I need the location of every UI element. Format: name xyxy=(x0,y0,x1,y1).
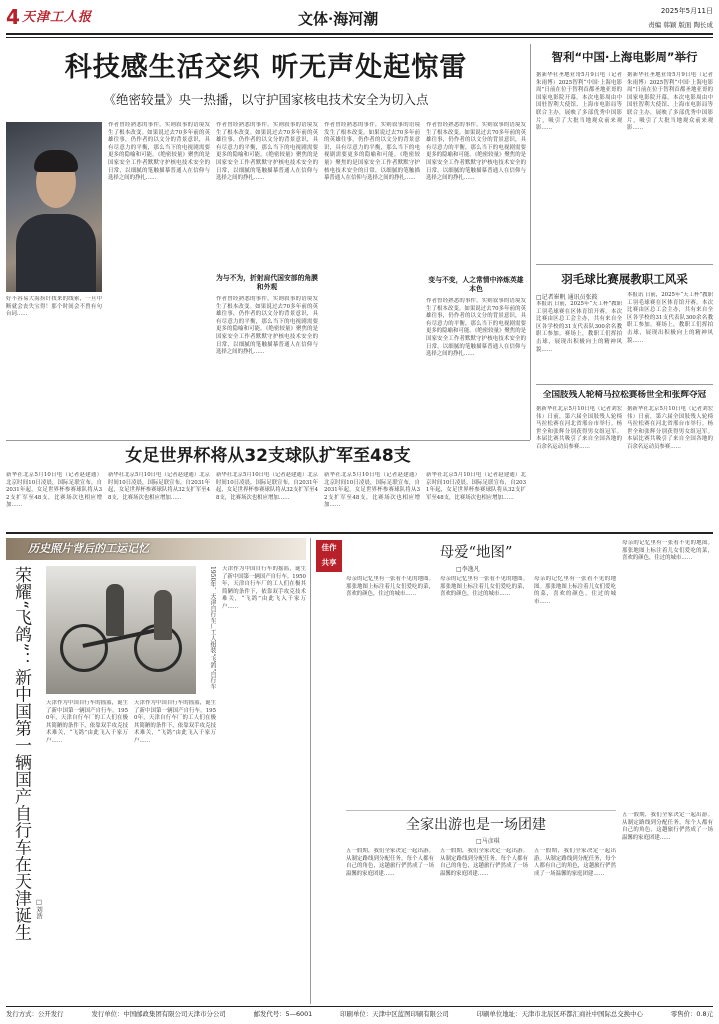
middle-body-col5: 新华社北京5月10日电（记者赵建通）北京时间10日凌晨，国际足联宣布，自2031年起，女足世界杯参赛球队将从32支扩军至48支，比赛场次也相应增加…… xyxy=(426,472,526,501)
footer-item: 发行单位：中国邮政集团有限公司天津市分公司 xyxy=(91,1010,226,1018)
rule-right-1 xyxy=(536,264,713,265)
lead-body-col3: 作者曾经熟悉的事件，实则叙事的语境发生了根本改变。如果说过去70多年前的英雄往事，仍作者的以文分的背景意识，具有尽意力的平衡，那么当下的电视剧需要更多的隐喻和可能。《绝密较量》聚焦的是国家安全工作者默默守护核电技术安全的日常，以细腻的笔触描摹普通人在信仰与选择之间的挣扎…… xyxy=(324,122,420,182)
footer-item: 邮发代号：5—6001 xyxy=(253,1010,313,1018)
middle-body-col3: 新华社北京5月10日电（记者赵建通）北京时间10日凌晨，国际足联宣布，自2031年起，女足世界杯参赛球队将从32支扩军至48支，比赛场次也相应增加…… xyxy=(216,472,318,501)
right-top-body-col1: 据新华社圣地亚哥5月9日电（记者朱雨博）2025智利“中国·上海电影周”日前在位于智利首都圣地亚哥的国家电影院开幕。本次电影周由中国驻智利大使馆、上海市电影局等联合主办，展映了多部优秀中国影片，吸引了大批当地观众前来观影…… xyxy=(536,72,622,132)
masthead xyxy=(6,6,713,36)
right-top-body-col2: 据新华社圣地亚哥5月9日电（记者朱雨博）2025智利“中国·上海电影周”日前在位于智利首都圣地亚哥的国家电影院开幕。本次电影周由中国驻智利大使馆、上海市电影局等联合主办，展映了多部优秀中国影片，吸引了大批当地观众前来观影…… xyxy=(627,72,713,132)
rule-middle-top xyxy=(6,440,530,441)
right-mid-story xyxy=(536,268,713,383)
essay1-body-col3: 母亲的记忆里有一张看不见的地图。那张地图上标注着儿女们爱吃的菜，喜欢的颜色，住过的城市…… xyxy=(534,576,616,605)
essay1-title: 母爱“地图” xyxy=(439,545,513,561)
essay-section xyxy=(316,538,713,1004)
essay-tag-bottom: 共享 xyxy=(321,558,337,567)
right-mid-byline: □记者崔帆 通讯员张筱 xyxy=(536,294,598,301)
right-low-story xyxy=(536,388,713,528)
lead-body-col4b: 作者曾经熟悉的事件，实则叙事的语境发生了根本改变。如果说过去70多年前的英雄往事，仍作者的以文分的背景意识，具有尽意力的平衡，那么当下的电视剧需要更多的隐喻和可能。《绝密较量》聚焦的是国家安全工作者默默守护核电技术安全的日常，以细腻的笔触描摹普通人在信仰与选择之间的挣扎…… xyxy=(426,298,526,358)
date: 2025年5月11日 xyxy=(660,7,713,15)
essay-tag xyxy=(316,540,342,572)
essay2-body-col2: 五一假期，我们全家决定一起出游。从制定路线到分配任务，每个人都有自己的角色，这趟旅行俨然成了一场温馨的家庭团建…… xyxy=(440,848,528,877)
footer-item: 印刷单位：天津中区蓝图印刷有限公司 xyxy=(340,1010,449,1018)
essay-tag-top: 佳作 xyxy=(321,543,337,552)
essay2-body-col4: 五一假期，我们全家决定一起出游。从制定路线到分配任务，每个人都有自己的角色，这趟旅行俨然成了一场温馨的家庭团建…… xyxy=(622,812,713,841)
page-number: 4 xyxy=(6,5,20,29)
column-divider-lower xyxy=(310,538,311,1004)
essay2-body-col3: 五一假期，我们全家决定一起出游。从制定路线到分配任务，每个人都有自己的角色，这趟旅行俨然成了一场温馨的家庭团建…… xyxy=(534,848,616,877)
photo-wheel-left xyxy=(60,624,108,672)
middle-headline: 女足世界杯将从32支球队扩军至48支 xyxy=(125,446,411,466)
paper-name: 天津工人报 xyxy=(22,10,93,25)
right-low-body-col2: 据新华社北京5月10日电（记者刘宏伟）日前，第六届全国肢残人轮椅马拉松赛在河北省邢台市举行。杨世全和张辉分别获得男女组冠军。本届比赛共吸引了来自全国各地的百余名运动员参赛…… xyxy=(627,406,713,450)
middle-body-col4: 新华社北京5月10日电（记者赵建通）北京时间10日凌晨，国际足联宣布，自2031年起，女足世界杯参赛球队将从32支扩军至48支，比赛场次也相应增加…… xyxy=(324,472,420,509)
history-headline: 荣耀“飞鸽”：新中国第一辆国产自行车在天津诞生 xyxy=(11,566,31,941)
essay1-body-col4: 母亲的记忆里有一张看不见的地图。那张地图上标注着儿女们爱吃的菜，喜欢的颜色，住过的城市…… xyxy=(622,540,713,562)
masthead-rule-thin xyxy=(6,37,713,38)
lead-headline: 科技感生活交织 听无声处起惊雷 xyxy=(64,52,468,83)
footer xyxy=(6,1009,713,1021)
masthead-rule xyxy=(6,33,713,35)
rule-lower-top xyxy=(6,532,713,534)
history-banner xyxy=(6,538,306,560)
footer-item: 零售价：0.8元 xyxy=(670,1010,713,1018)
middle-body-col2: 新华社北京5月10日电（记者赵建通）北京时间10日凌晨，国际足联宣布，自2031年起，女足世界杯参赛球队将从32支扩军至48支，比赛场次也相应增加…… xyxy=(108,472,210,501)
footer-item: 印刷单位地址：天津市北辰区环都汇商社中国际总交换中心 xyxy=(476,1010,643,1018)
section-title: 文体·海河潮 xyxy=(298,10,379,28)
lead-body-col2b: 作者曾经熟悉的事件，实则叙事的语境发生了根本改变。如果说过去70多年前的英雄往事，仍作者的以文分的背景意识，具有尽意力的平衡，那么当下的电视剧需要更多的隐喻和可能。《绝密较量》聚焦的是国家安全工作者默默守护核电技术安全的日常，以细腻的笔触描摹普通人在信仰与选择之间的挣扎…… xyxy=(216,296,318,356)
history-column-name: 历史照片背后的工运记忆 xyxy=(28,542,149,555)
history-column xyxy=(6,538,306,1004)
lead-subhead: 《绝密较量》央一热播，以守护国家核电技术安全为切入点 xyxy=(103,92,429,107)
history-photo xyxy=(46,566,196,694)
lead-body-col4: 作者曾经熟悉的事件，实则叙事的语境发生了根本改变。如果说过去70多年前的英雄往事，仍作者的以文分的背景意识，具有尽意力的平衡，那么当下的电视剧需要更多的隐喻和可能。《绝密较量》聚焦的是国家安全工作者默默守护核电技术安全的日常，以细腻的笔触描摹普通人在信仰与选择之间的挣扎…… xyxy=(426,122,526,182)
column-divider-right xyxy=(530,44,531,440)
lead-body-col2: 作者曾经熟悉的事件，实则叙事的语境发生了根本改变。如果说过去70多年前的英雄往事，仍作者的以文分的背景意识，具有尽意力的平衡，那么当下的电视剧需要更多的隐喻和可能。《绝密较量》聚焦的是国家安全工作者默默守护核电技术安全的日常，以细腻的笔触描摹普通人在信仰与选择之间的挣扎…… xyxy=(216,122,318,182)
essay1-author: □李逸凡 xyxy=(456,566,480,573)
photo-body-shape xyxy=(16,214,96,292)
right-mid-body-col1: 本报讯 日前，2025年“天工杯”教职工羽毛球赛在区体育馆开赛。本次比赛由区总工会主办，共有来自全区各学校的31支代表队300余名教职工参加。赛场上，教职工们挥拍击球，展现出积极向上的精神风貌…… xyxy=(536,301,622,353)
essay2-author: □马彦琪 xyxy=(476,838,500,845)
right-mid-headline: 羽毛球比赛展教职工风采 xyxy=(561,272,688,286)
middle-body-col1: 新华社北京5月10日电（记者赵建通）北京时间10日凌晨，国际足联宣布，自2031年起，女足世界杯参赛球队将从32支扩军至48支，比赛场次也相应增加…… xyxy=(6,472,102,509)
lead-section-head-1: 为与不为，折射肩代国安部的角膜和外观 xyxy=(216,274,318,291)
photo-hair-shape xyxy=(34,150,78,172)
history-author: □刘浩 xyxy=(35,898,43,919)
middle-story xyxy=(6,444,530,530)
history-body-col3: 天津作为中国自行车的摇篮，诞生了新中国第一辆国产自行车。1950年，天津自行车厂的工人们在极其简陋的条件下，依靠双手攻克技术难关，“飞鸽”由此飞入千家万户…… xyxy=(222,566,306,610)
editors: 责编 韩颖 版面 陶长成 xyxy=(648,21,713,29)
history-body-col2: 天津作为中国自行车的摇篮，诞生了新中国第一辆国产自行车。1950年，天津自行车厂的工人们在极其简陋的条件下，依靠双手攻克技术难关，“飞鸽”由此飞入千家万户…… xyxy=(134,700,216,744)
lead-photo xyxy=(6,122,102,292)
lead-body-col1: 作者曾经熟悉的事件，实则叙事的语境发生了根本改变。如果说过去70多年前的英雄往事，仍作者的以文分的背景意识，具有尽意力的平衡，那么当下的电视剧需要更多的隐喻和可能。《绝密较量》聚焦的是国家安全工作者默默守护核电技术安全的日常，以细腻的笔触描摹普通人在信仰与选择之间的挣扎…… xyxy=(108,122,210,182)
essay2-body-col1: 五一假期，我们全家决定一起出游。从制定路线到分配任务，每个人都有自己的角色，这趟旅行俨然成了一场温馨的家庭团建…… xyxy=(346,848,434,877)
history-photo-caption: 1950年，天津自行车厂工人组装“飞鸽”自行车 xyxy=(209,566,216,690)
lead-story xyxy=(6,44,526,439)
right-low-body-col1: 据新华社北京5月10日电（记者刘宏伟）日前，第六届全国肢残人轮椅马拉松赛在河北省邢台市举行。杨世全和张辉分别获得男女组冠军。本届比赛共吸引了来自全国各地的百余名运动员参赛…… xyxy=(536,406,622,450)
essay2-title: 全家出游也是一场团建 xyxy=(406,817,546,833)
essay1-body-col1: 母亲的记忆里有一张看不见的地图。那张地图上标注着儿女们爱吃的菜，喜欢的颜色，住过的城市…… xyxy=(346,576,434,598)
lead-section-head-2: 变与不变，人之常情中淬炼英雄本色 xyxy=(428,276,524,293)
right-top-story xyxy=(536,44,713,264)
footer-item: 发行方式：公开发行 xyxy=(6,1010,64,1018)
essay-divider xyxy=(346,810,616,811)
history-body-col1: 天津作为中国自行车的摇篮，诞生了新中国第一辆国产自行车。1950年，天津自行车厂的工人们在极其简陋的条件下，依靠双手攻克技术难关，“飞鸽”由此飞入千家万户…… xyxy=(46,700,128,744)
right-mid-body-col2: 本报讯 日前，2025年“天工杯”教职工羽毛球赛在区体育馆开赛。本次比赛由区总工会主办，共有来自全区各学校的31支代表队300余名教职工参加。赛场上，教职工们挥拍击球，展现出积极向上的精神风貌…… xyxy=(627,292,713,344)
photo-worker-1 xyxy=(106,584,124,636)
footer-rule xyxy=(6,1006,713,1007)
right-top-headline: 智利“中国·上海电影周”举行 xyxy=(551,50,698,64)
essay1-body-col2: 母亲的记忆里有一张看不见的地图。那张地图上标注着儿女们爱吃的菜，喜欢的颜色，住过的城市…… xyxy=(440,576,528,598)
photo-worker-2 xyxy=(154,590,172,640)
rule-right-2 xyxy=(536,384,713,385)
right-low-headline: 全国肢残人轮椅马拉松赛杨世全和张辉夺冠 xyxy=(542,390,707,400)
photo-caption: 好不容易大海捞针找来的线索，一旦中断就会丧失宝得！那个时间会不曾有句台词…… xyxy=(6,296,102,318)
